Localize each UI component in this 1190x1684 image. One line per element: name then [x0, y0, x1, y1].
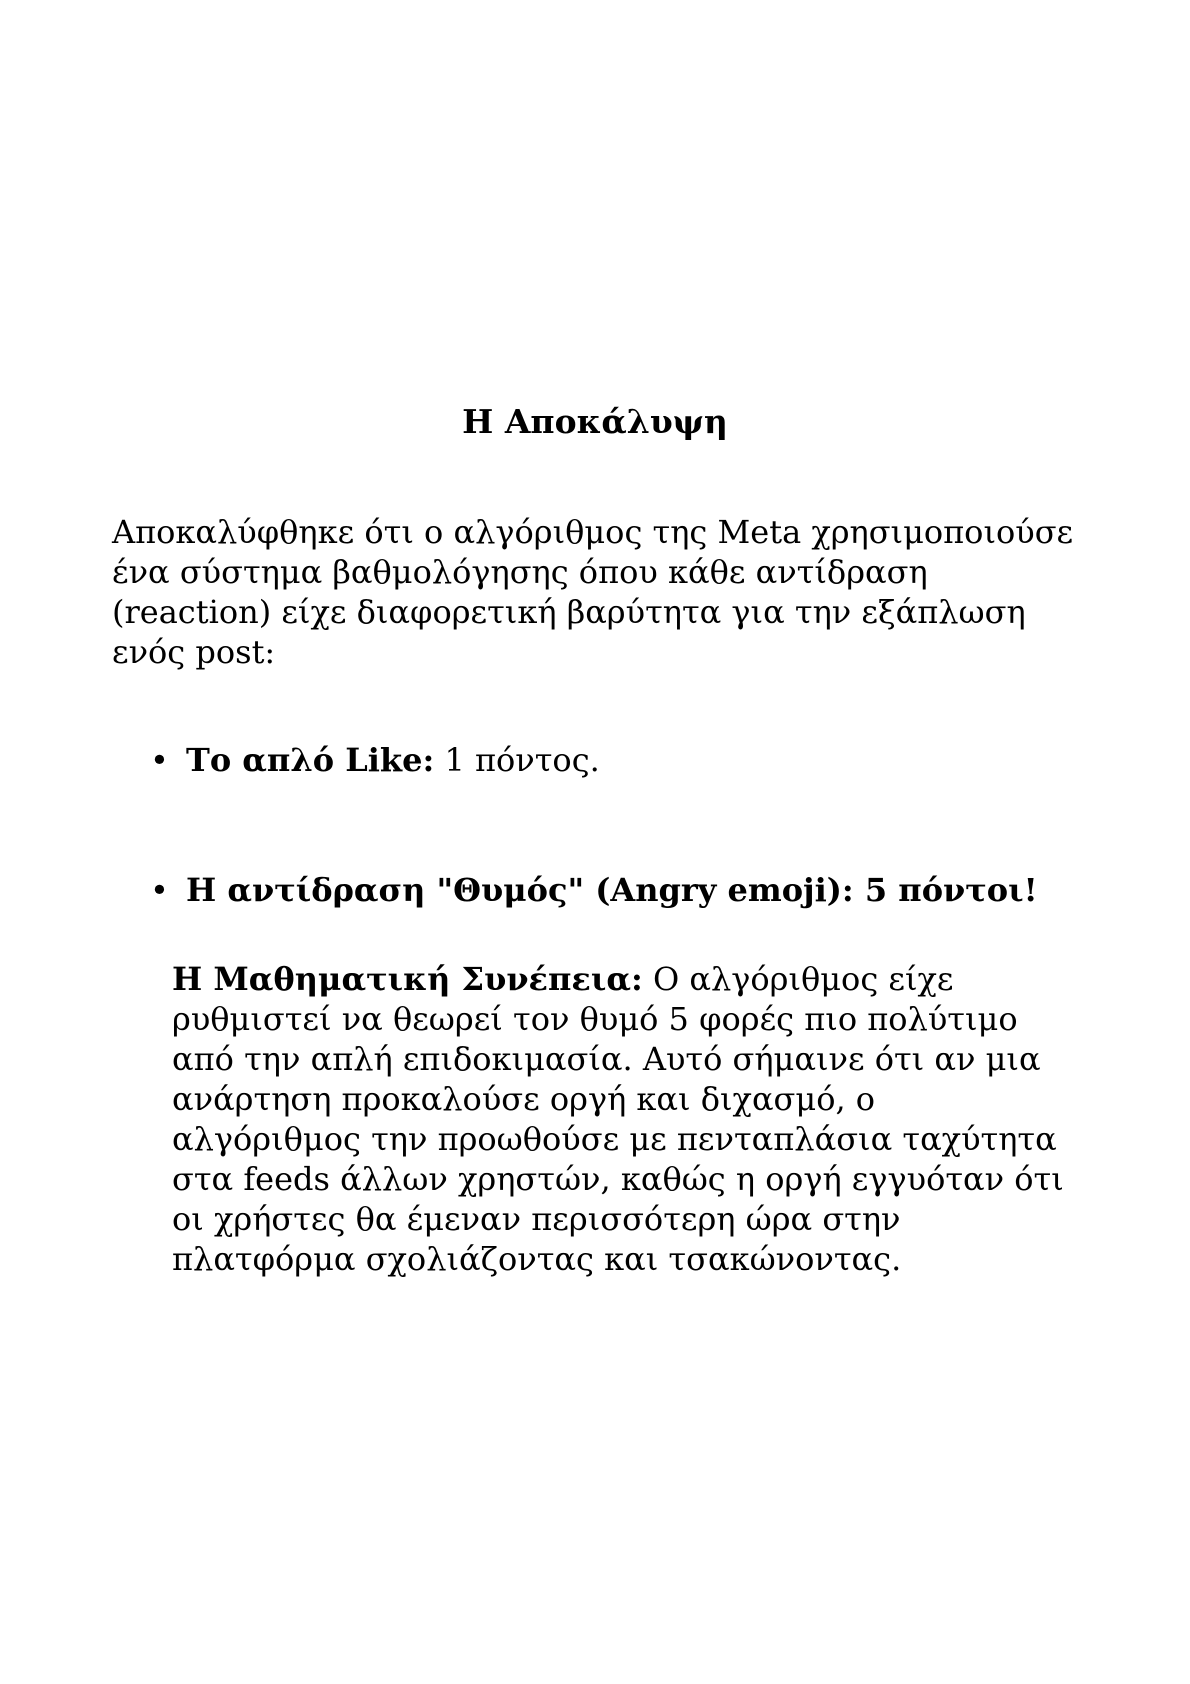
bullet-text: 1 πόντος. [434, 741, 600, 779]
list-item [150, 740, 1130, 780]
bullet-icon: • [150, 871, 169, 909]
bullet-label: Το απλό Like: [186, 741, 435, 779]
page-title: Η Αποκάλυψη [462, 402, 728, 441]
list-item [150, 870, 1130, 910]
consequence-paragraph [172, 959, 1072, 1279]
consequence-text: Ο αλγόριθμος είχε ρυθμιστεί να θεωρεί τον θυμό 5 φορές πιο πολύτιμο από την απλή επιδοκιμασία. Αυτό σήμαινε ότι αν μια ανάρτηση προκαλούσε οργή και διχασμό, ο αλγόριθμος την προωθούσε με πενταπλάσια ταχύτητα στα feeds άλλων χρηστών, καθώς η οργή εγγυόταν ότι οι χρήστες θα έμεναν περισσότερη ώρα στην πλατφόρμα σχολιάζοντας και τσακώνοντας. [172, 960, 1064, 1278]
bullet-label: Η αντίδραση "Θυμός" (Angry emoji): 5 πόντοι! [186, 871, 1038, 909]
reaction-points-list [150, 740, 1130, 910]
consequence-label: Η Μαθηματική Συνέπεια: [172, 960, 643, 998]
bullet-icon: • [150, 741, 169, 779]
intro-paragraph: Αποκαλύφθηκε ότι ο αλγόριθμος της Meta χρησιμοποιούσε ένα σύστημα βαθμολόγησης όπου κάθε αντίδραση (reaction) είχε διαφορετική βαρύτητα για την εξάπλωση ενός post: [112, 513, 1074, 671]
